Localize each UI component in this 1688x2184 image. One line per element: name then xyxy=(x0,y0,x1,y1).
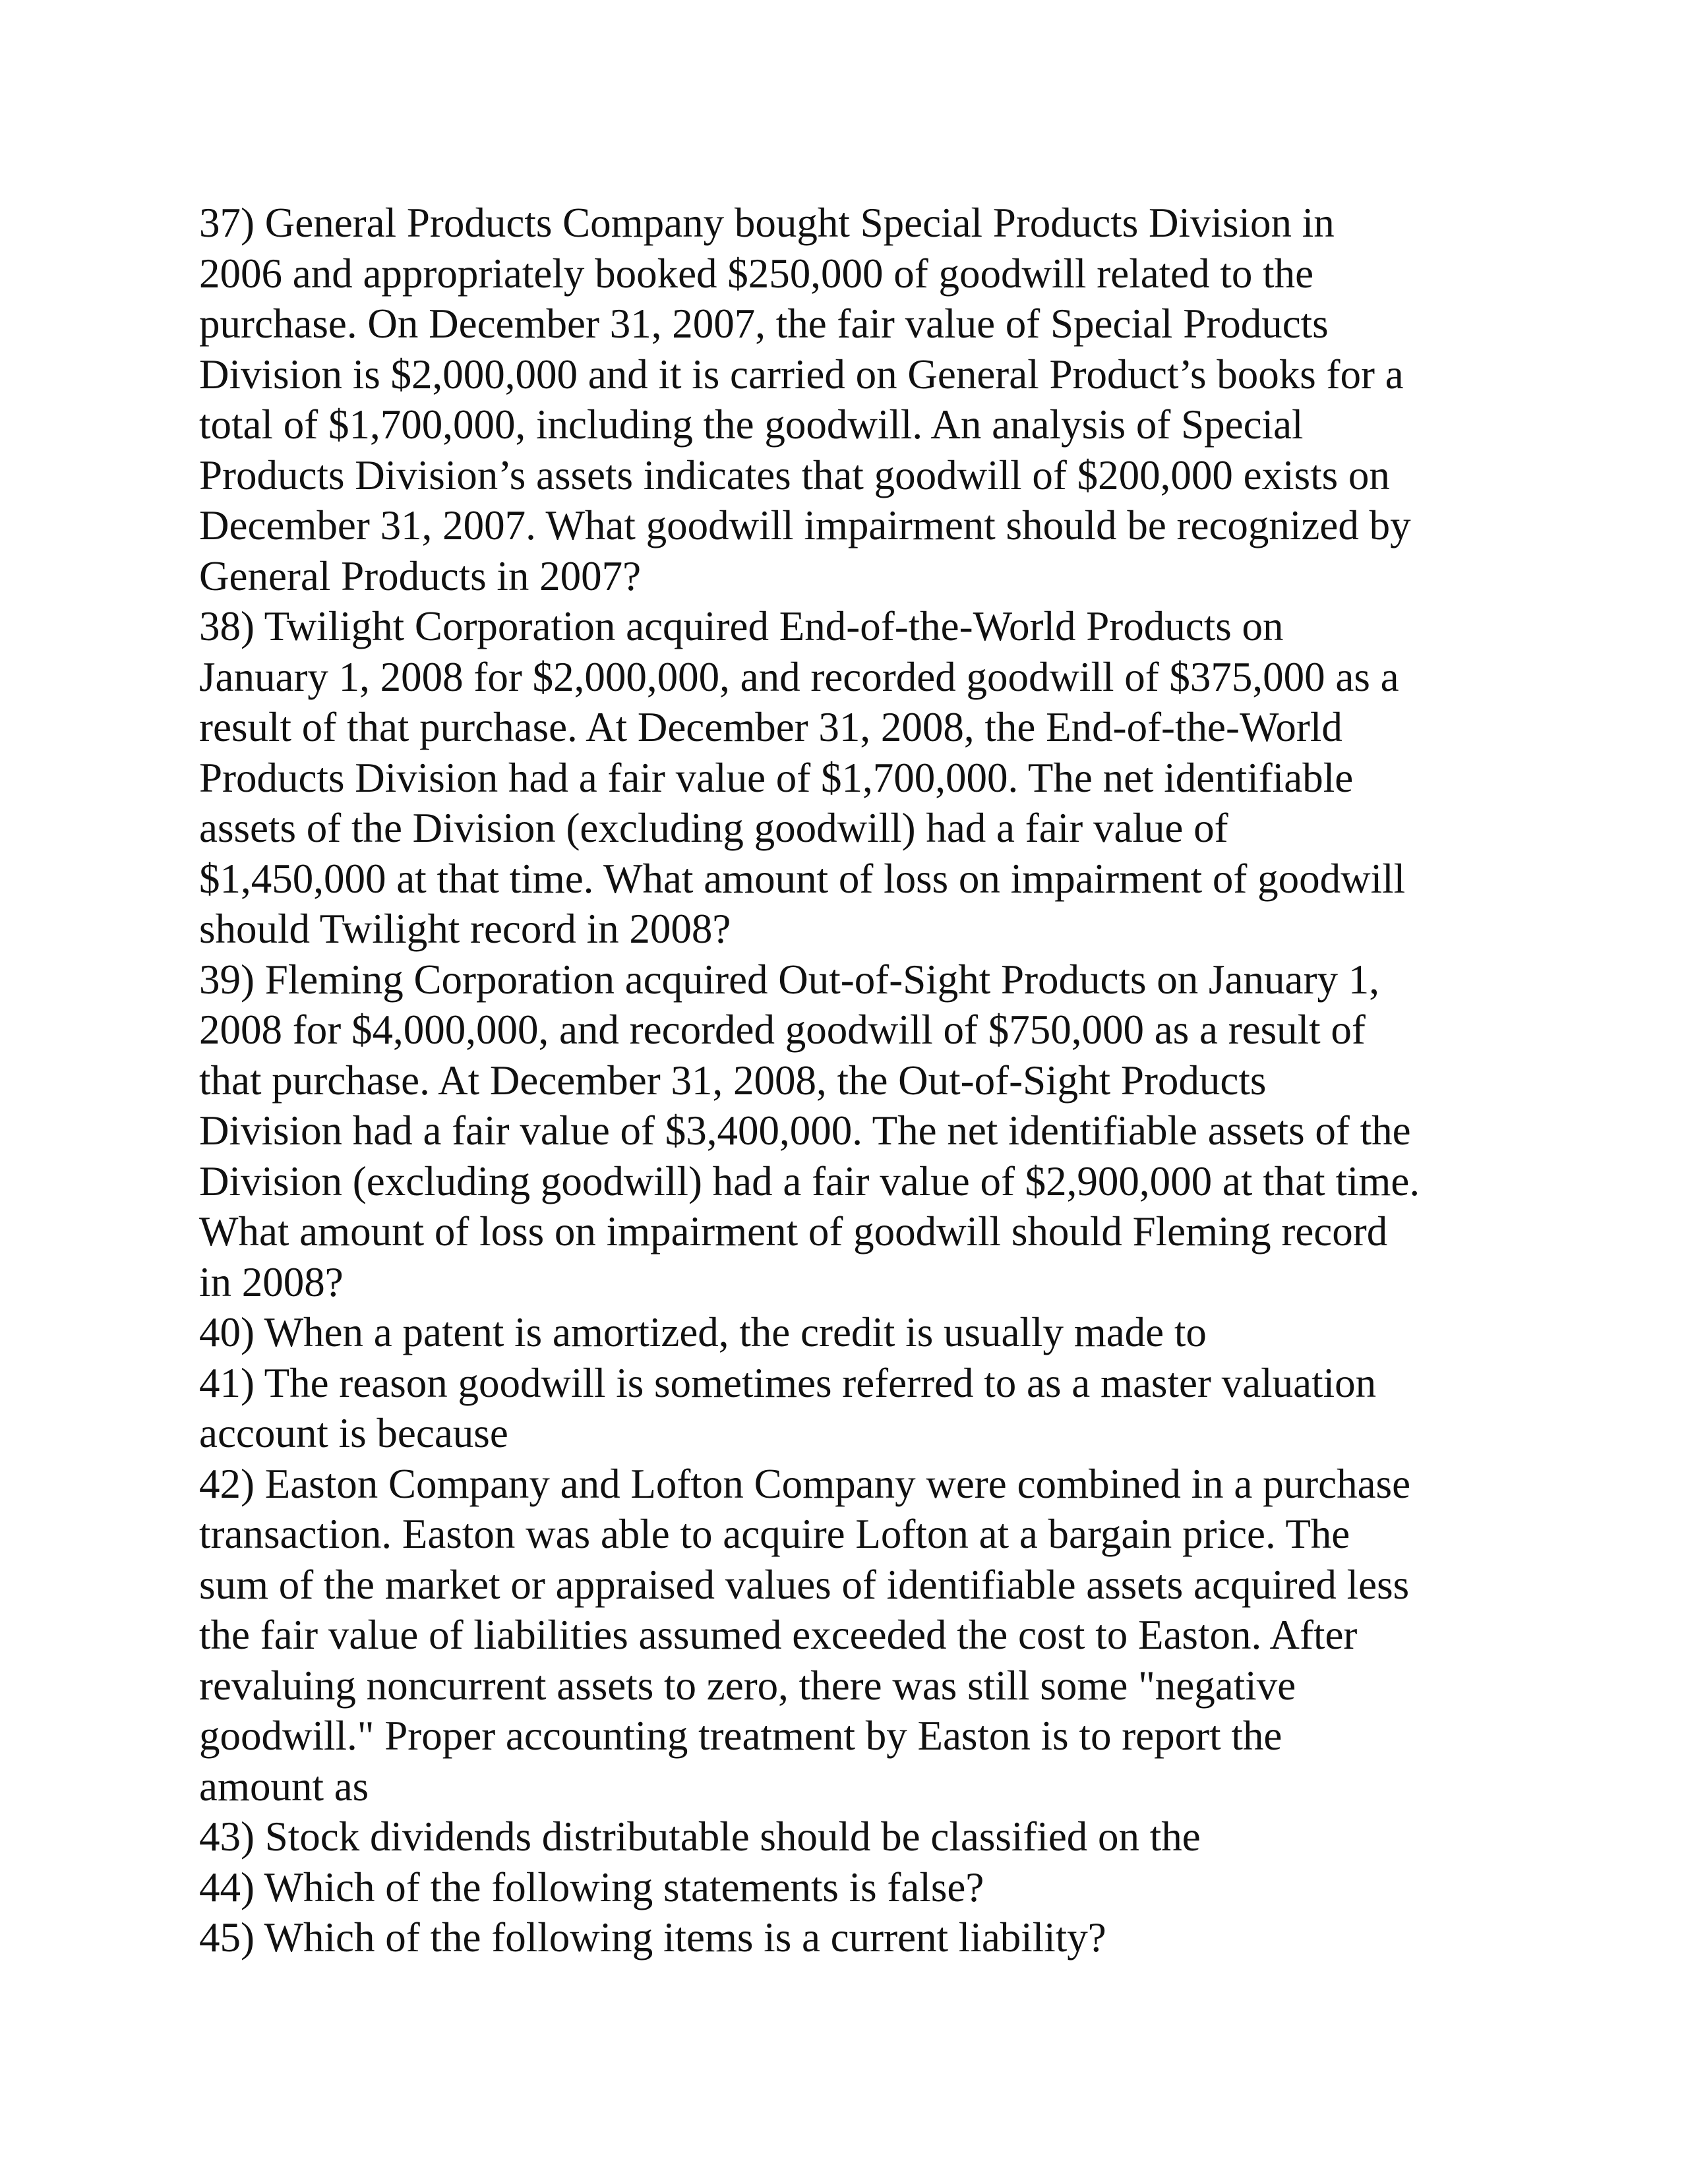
question-line: December 31, 2007. What goodwill impairment should be recognized by xyxy=(199,502,1411,548)
question-line: $1,450,000 at that time. What amount of loss on impairment of goodwill xyxy=(199,855,1406,902)
question-40 xyxy=(199,1307,1511,1358)
question-45 xyxy=(199,1912,1511,1963)
question-line: total of $1,700,000, including the goodwill. An analysis of Special xyxy=(199,401,1304,448)
question-line: assets of the Division (excluding goodwill) had a fair value of xyxy=(199,805,1228,851)
question-line: goodwill." Proper accounting treatment by Easton is to report the xyxy=(199,1713,1282,1759)
question-line: transaction. Easton was able to acquire Lofton at a bargain price. The xyxy=(199,1511,1350,1557)
question-42 xyxy=(199,1459,1511,1812)
question-line: 40) When a patent is amortized, the credit is usually made to xyxy=(199,1309,1207,1355)
question-43 xyxy=(199,1812,1511,1862)
question-38 xyxy=(199,601,1511,955)
question-list xyxy=(199,198,1511,1963)
question-41 xyxy=(199,1358,1511,1459)
question-line: 45) Which of the following items is a current liability? xyxy=(199,1914,1106,1961)
question-line: purchase. On December 31, 2007, the fair value of Special Products xyxy=(199,301,1329,347)
question-line: sum of the market or appraised values of identifiable assets acquired less xyxy=(199,1561,1410,1608)
question-line: January 1, 2008 for $2,000,000, and recorded goodwill of $375,000 as a xyxy=(199,653,1399,700)
question-line: that purchase. At December 31, 2008, the Out-of-Sight Products xyxy=(199,1057,1267,1104)
question-line: Division (excluding goodwill) had a fair value of $2,900,000 at that time. xyxy=(199,1158,1420,1204)
question-line: General Products in 2007? xyxy=(199,552,642,599)
question-line: Division had a fair value of $3,400,000. The net identifiable assets of the xyxy=(199,1107,1411,1154)
question-line: account is because xyxy=(199,1410,508,1456)
question-line: 37) General Products Company bought Special Products Division in xyxy=(199,200,1335,246)
question-line: Products Division had a fair value of $1,700,000. The net identifiable xyxy=(199,754,1354,801)
question-line: 42) Easton Company and Lofton Company were combined in a purchase xyxy=(199,1460,1411,1507)
question-line: in 2008? xyxy=(199,1258,344,1305)
question-line: 2006 and appropriately booked $250,000 of goodwill related to the xyxy=(199,250,1314,297)
question-line: revaluing noncurrent assets to zero, there was still some "negative xyxy=(199,1662,1296,1709)
question-37 xyxy=(199,198,1511,601)
question-44 xyxy=(199,1862,1511,1913)
question-line: Products Division’s assets indicates that goodwill of $200,000 exists on xyxy=(199,452,1390,498)
question-line: What amount of loss on impairment of goodwill should Fleming record xyxy=(199,1208,1388,1254)
question-line: 39) Fleming Corporation acquired Out-of-Sight Products on January 1, xyxy=(199,956,1379,1003)
question-line: the fair value of liabilities assumed exceeded the cost to Easton. After xyxy=(199,1612,1358,1658)
question-line: result of that purchase. At December 31, 2008, the End-of-the-World xyxy=(199,704,1342,750)
question-line: should Twilight record in 2008? xyxy=(199,906,731,952)
question-line: 2008 for $4,000,000, and recorded goodwill of $750,000 as a result of xyxy=(199,1007,1366,1053)
question-line: amount as xyxy=(199,1763,369,1810)
question-line: Division is $2,000,000 and it is carried on General Product’s books for a xyxy=(199,351,1404,398)
question-line: 38) Twilight Corporation acquired End-of-the-World Products on xyxy=(199,603,1284,649)
question-line: 44) Which of the following statements is false? xyxy=(199,1864,984,1910)
question-line: 43) Stock dividends distributable should be classified on the xyxy=(199,1814,1201,1860)
question-line: 41) The reason goodwill is sometimes referred to as a master valuation xyxy=(199,1359,1377,1406)
question-39 xyxy=(199,955,1511,1308)
